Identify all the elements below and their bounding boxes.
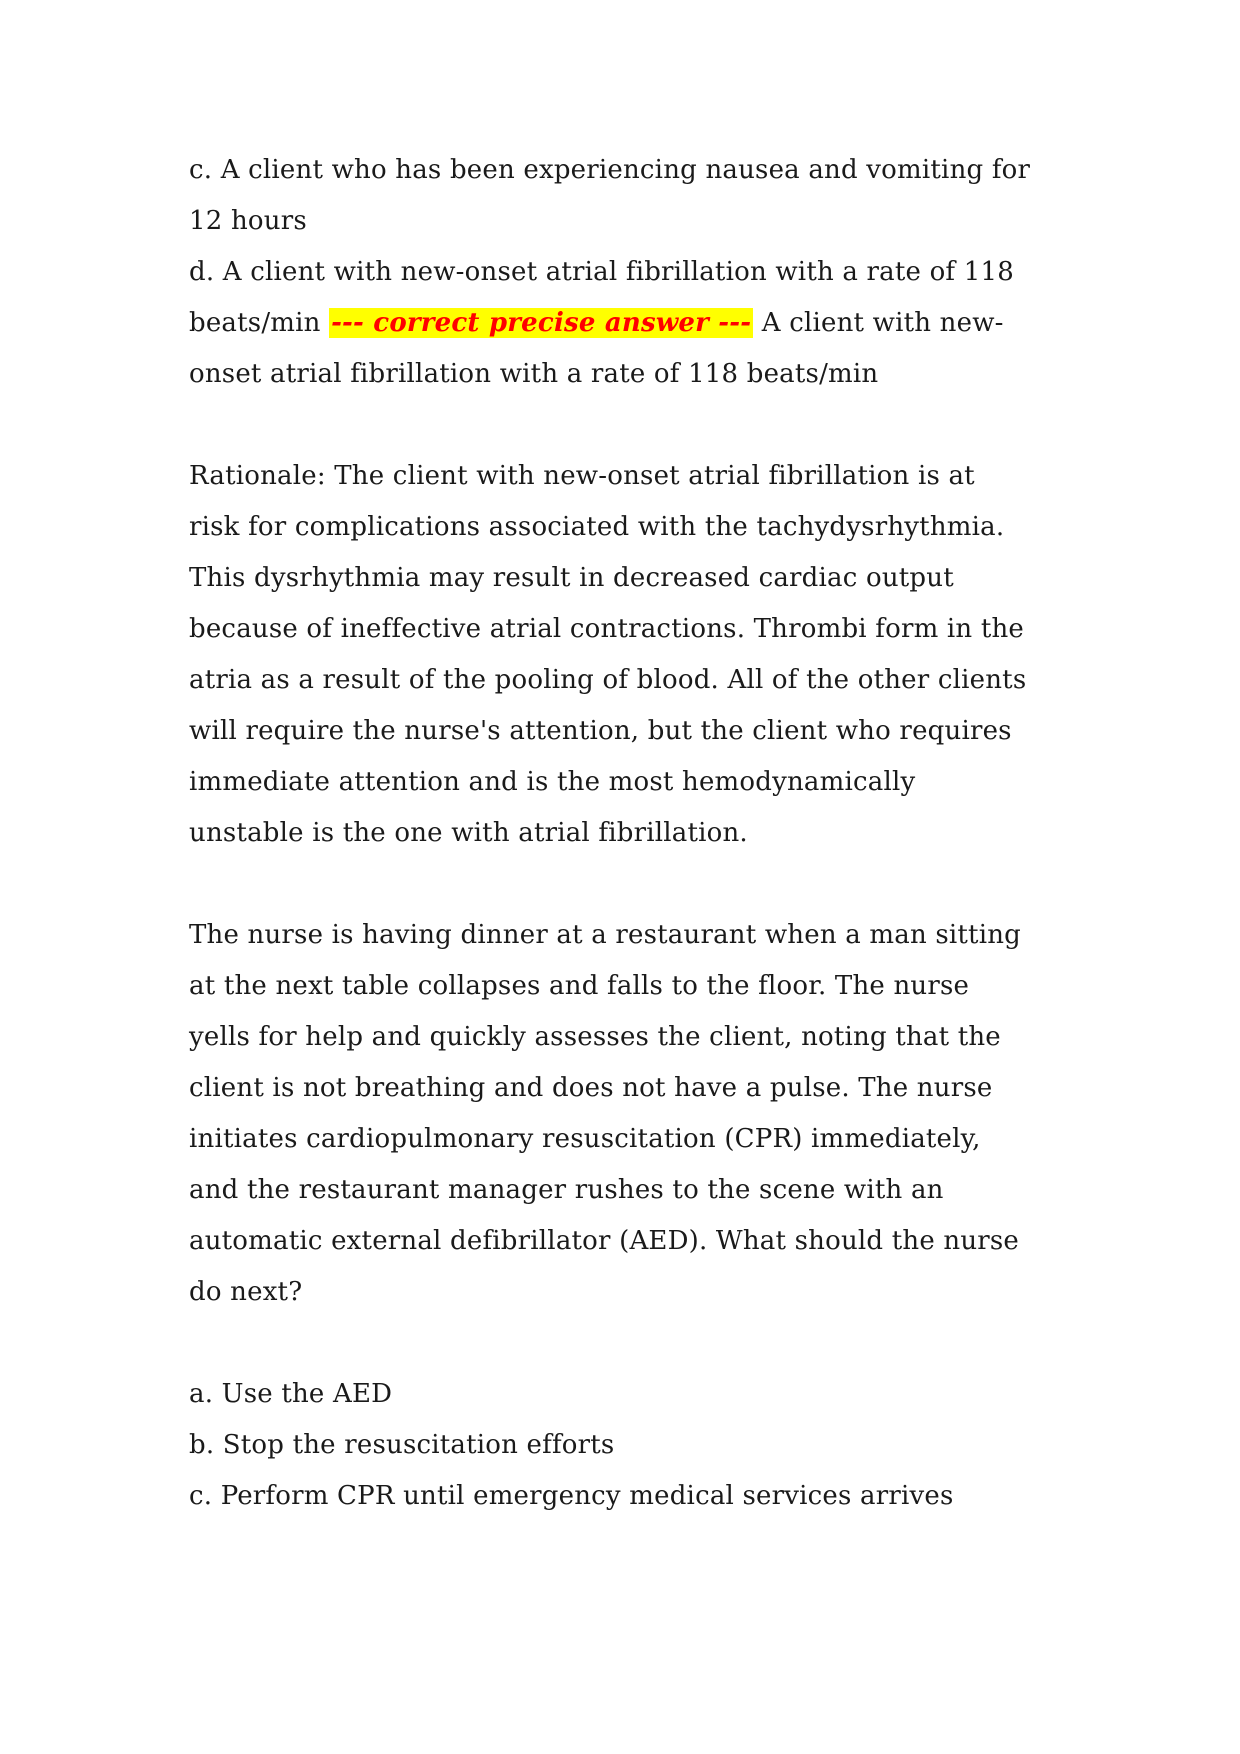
option-c-line-1: c. A client who has been experiencing nausea and vomiting for — [189, 155, 1031, 185]
option-c-line-2: 12 hours — [189, 206, 307, 236]
document-page — [189, 145, 1069, 1522]
question-line: do next? — [189, 1277, 303, 1307]
paragraph-gap — [189, 1318, 1069, 1369]
rationale-line: will require the nurse's attention, but the client who requires — [189, 716, 1012, 746]
rationale-line: risk for complications associated with the tachydysrhythmia. — [189, 512, 1005, 542]
rationale-line: atria as a result of the pooling of blood. All of the other clients — [189, 665, 1027, 695]
question-line: client is not breathing and does not have a pulse. The nurse — [189, 1073, 993, 1103]
rationale-line: because of ineffective atrial contractions. Thrombi form in the — [189, 614, 1025, 644]
question-line: at the next table collapses and falls to the floor. The nurse — [189, 971, 970, 1001]
question-line: automatic external defibrillator (AED). What should the nurse — [189, 1226, 1020, 1256]
question-line: The nurse is having dinner at a restaurant when a man sitting — [189, 920, 1022, 950]
rationale-line: immediate attention and is the most hemodynamically — [189, 767, 916, 797]
question-line: and the restaurant manager rushes to the scene with an — [189, 1175, 944, 1205]
option-d-text-start: beats/min — [189, 308, 330, 338]
paragraph-gap — [189, 400, 1069, 451]
question-paragraph — [189, 910, 1069, 1318]
option-b: b. Stop the resuscitation efforts — [189, 1430, 615, 1460]
option-c: c. Perform CPR until emergency medical services arrives — [189, 1481, 954, 1511]
rationale-line: unstable is the one with atrial fibrillation. — [189, 818, 748, 848]
answer-text-start: A client with new- — [753, 308, 1004, 338]
answer-options — [189, 1369, 1069, 1522]
option-a: a. Use the AED — [189, 1379, 393, 1409]
rationale-paragraph — [189, 451, 1069, 859]
correct-answer-tag: --- correct precise answer --- — [331, 308, 752, 338]
rationale-line: Rationale: The client with new-onset atrial fibrillation is at — [189, 461, 975, 491]
question-line: initiates cardiopulmonary resuscitation (CPR) immediately, — [189, 1124, 981, 1154]
paragraph-gap — [189, 859, 1069, 910]
option-d-line-1: d. A client with new-onset atrial fibrillation with a rate of 118 — [189, 257, 1014, 287]
answer-text-line-2: onset atrial fibrillation with a rate of 118 beats/min — [189, 359, 879, 389]
option-d-line-2 — [189, 298, 1069, 349]
question-line: yells for help and quickly assesses the client, noting that the — [189, 1022, 1001, 1052]
rationale-line: This dysrhythmia may result in decreased cardiac output — [189, 563, 954, 593]
